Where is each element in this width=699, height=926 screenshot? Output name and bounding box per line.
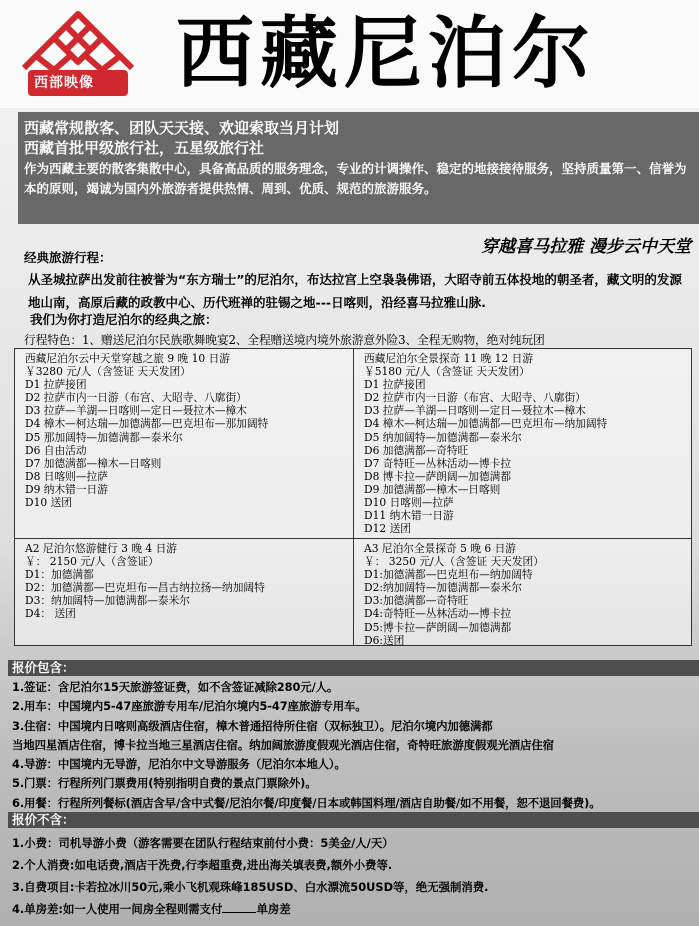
included-item: 当地四星酒店住宿，博卡拉当地三星酒店住宿。纳加阔旅游度假观光酒店住宿，奇特旺旅游度假观光酒店住宿 xyxy=(12,737,554,752)
excluded-last-suffix: 单房差 xyxy=(256,902,291,916)
tour-day: D5:博卡拉—萨朗阔—加德满都 xyxy=(364,620,512,634)
tour-day: D8 博卡拉—萨朗阔—加德满都 xyxy=(364,469,512,483)
tour-title: A3 尼泊尔全景探奇 5 晚 6 日游 xyxy=(364,542,516,555)
tour-day: D4:奇特旺—丛林活动—博卡拉 xyxy=(364,607,512,621)
included-item: 3.住宿：中国境内日喀则高级酒店住宿，樟木普通招待所住宿（双标独卫）。尼泊尔境内加德满都 xyxy=(12,718,493,733)
tour-title: 西藏尼泊尔全景探奇 11 晚 12 日游 xyxy=(364,352,534,365)
tour-day: D10 送团 xyxy=(25,496,72,510)
included-item: 6.用餐：行程所列餐标(酒店含早/含中式餐/尼泊尔餐/印度餐/日本或韩国料理/酒店自助餐/如不用餐，恕不退回餐费)。 xyxy=(12,795,601,810)
intro-line-2: 西藏首批甲级旅行社，五星级旅行社 xyxy=(24,139,265,157)
tour-day: D3 拉萨—羊湖—日喀则—定日—聂拉木—樟木 xyxy=(364,404,586,418)
tour-day: D2：加德满都—巴克坦布—昌古纳拉扬—纳加阔特 xyxy=(25,581,265,595)
included-item: 1.签证：含尼泊尔15天旅游签证费，如不含签证减除280元/人。 xyxy=(12,680,339,694)
tour-price: ￥5180 元/人（含签证 天天发团） xyxy=(364,365,530,379)
tour-day: D3:加德满都—奇特旺 xyxy=(364,594,469,608)
classic-title: 经典旅游行程： xyxy=(24,250,112,265)
tour-grid xyxy=(14,348,692,646)
header xyxy=(0,0,699,108)
tour-day: D4 樟木—柯达瑞—加德满都—巴克坦布—纳加阔特 xyxy=(364,417,608,431)
tour-day: D6 加德满都—奇特旺 xyxy=(364,443,469,457)
tour-day: D4 樟木—柯达瑞—加德满都—巴克坦布—那加阔特 xyxy=(25,417,269,431)
intro-line-1: 西藏常规散客、团队天天接、欢迎索取当月计划 xyxy=(24,119,340,137)
included-item: 5.门票：行程所列门票费用(特别指明自费的景点门票除外)。 xyxy=(12,776,317,791)
tour-day: D6:送团 xyxy=(364,633,405,645)
tour-title: 西藏尼泊尔云中天堂穿越之旅 9 晚 10 日游 xyxy=(25,352,230,365)
excluded-title: 报价不含： xyxy=(8,812,699,828)
tour-title: A2 尼泊尔悠游健行 3 晚 4 日游 xyxy=(25,542,177,555)
tour-day: D9 纳木错一日游 xyxy=(25,482,108,496)
tour-day: D2 拉萨市内一日游（布宫、大昭寺、八廓街） xyxy=(364,391,586,405)
tour-day: D1 拉萨接团 xyxy=(364,378,426,392)
tour-day: D5 那加阔特—加德满都—泰米尔 xyxy=(25,430,183,444)
intro-paragraph: 作为西藏主要的散客集散中心，具备高品质的服务理念，专业的计调操作、稳定的地接接待服务，坚持质量第一、信誉为本的原则，竭诚为国内外旅游者提供热情、周到、优质、规范的旅游服务。 xyxy=(24,161,687,196)
tour-price: ￥： 2150 元/人（含签证） xyxy=(25,555,159,569)
tour-day: D12 送团 xyxy=(364,522,411,536)
included-list xyxy=(12,678,699,813)
slogan: 穿越喜马拉雅 漫步云中天堂 xyxy=(481,237,691,257)
included-item: 4.导游：中国境内无导游，尼泊尔中文导游服务（尼泊尔本地人）。 xyxy=(12,757,346,772)
excluded-item: 1.小费：司机导游小费（游客需要在团队行程结束前付小费：5美金/人/天） xyxy=(12,836,394,850)
tour-day: D1：加德满都 xyxy=(25,568,94,582)
excluded-list xyxy=(12,832,699,920)
tour-cell xyxy=(354,349,691,539)
tour-cell xyxy=(15,539,354,645)
excluded-item: 2.个人消费:如电话费,酒店干洗费,行李超重费,进出海关填表费,额外小费等. xyxy=(12,858,393,872)
intro-box xyxy=(18,112,699,224)
tour-day: D7 奇特旺—丛林活动—博卡拉 xyxy=(364,456,512,470)
tour-price: ￥： 3250 元/人（含签证 天天发团） xyxy=(364,555,544,569)
we-make-heading: 我们为你打造尼泊尔的经典之旅： xyxy=(30,312,218,327)
tour-day: D7 加德满都—樟木—日喀则 xyxy=(25,456,162,470)
tour-cell xyxy=(15,349,354,539)
tour-day: D3：纳加阔特—加德满都—泰米尔 xyxy=(25,594,190,608)
tour-day: D1 拉萨接团 xyxy=(25,378,87,392)
tour-day: D10 日喀则—拉萨 xyxy=(364,496,454,510)
tour-price: ￥3280 元/人（含签证 天天发团） xyxy=(25,365,191,379)
tour-day: D9 加德满都—樟木—日喀则 xyxy=(364,482,501,496)
tour-day: D6 自由活动 xyxy=(25,443,87,457)
blank-line xyxy=(222,902,256,913)
included-title: 报价包含： xyxy=(8,660,699,676)
tour-day: D1:加德满都—巴克坦布—纳加阔特 xyxy=(364,568,533,582)
features-line: 行程特色：1、赠送尼泊尔民族歌舞晚宴2、全程赠送境内境外旅游意外险3、全程无购物，绝对纯玩团 xyxy=(24,333,545,347)
tour-day: D2:纳加阔特—加德满都—泰米尔 xyxy=(364,581,522,595)
tour-day: D2 拉萨市内一日游（布宫、大昭寺、八廓街） xyxy=(25,391,247,405)
tour-day: D3 拉萨—羊湖—日喀则—定日—聂拉木—樟木 xyxy=(25,404,247,418)
tour-day: D11 纳木错一日游 xyxy=(364,509,454,523)
tour-day: D4： 送团 xyxy=(25,607,76,621)
tour-day: D8 日喀则—拉萨 xyxy=(25,469,108,483)
excluded-item: 3.自费项目:卡若拉冰川50元,乘小飞机观珠峰185USD、白水漂流50USD等，绝无强制消费. xyxy=(12,880,489,894)
included-item: 2.用车：中国境内5-47座旅游专用车/尼泊尔境内5-47座旅游专用车。 xyxy=(12,699,367,714)
tour-cell xyxy=(354,539,691,645)
route-text: 从圣城拉萨出发前往被誉为“东方瑞士”的尼泊尔，布达拉宫上空袅袅佛语，大昭寺前五体投地的朝圣者，藏文明的发源地山南，高原后藏的政教中心、历代班禅的驻锡之地---日喀则，沿经喜马拉雅山脉. xyxy=(28,272,682,310)
excluded-last-text: 4.单房差:如一人使用一间房全程则需支付 xyxy=(12,902,223,916)
page-title: 西藏尼泊尔 xyxy=(176,8,597,99)
tour-day: D5 纳加阔特—加德满都—泰米尔 xyxy=(364,430,522,444)
logo-text: 西部映像 xyxy=(34,75,94,91)
excluded-item xyxy=(12,898,699,920)
